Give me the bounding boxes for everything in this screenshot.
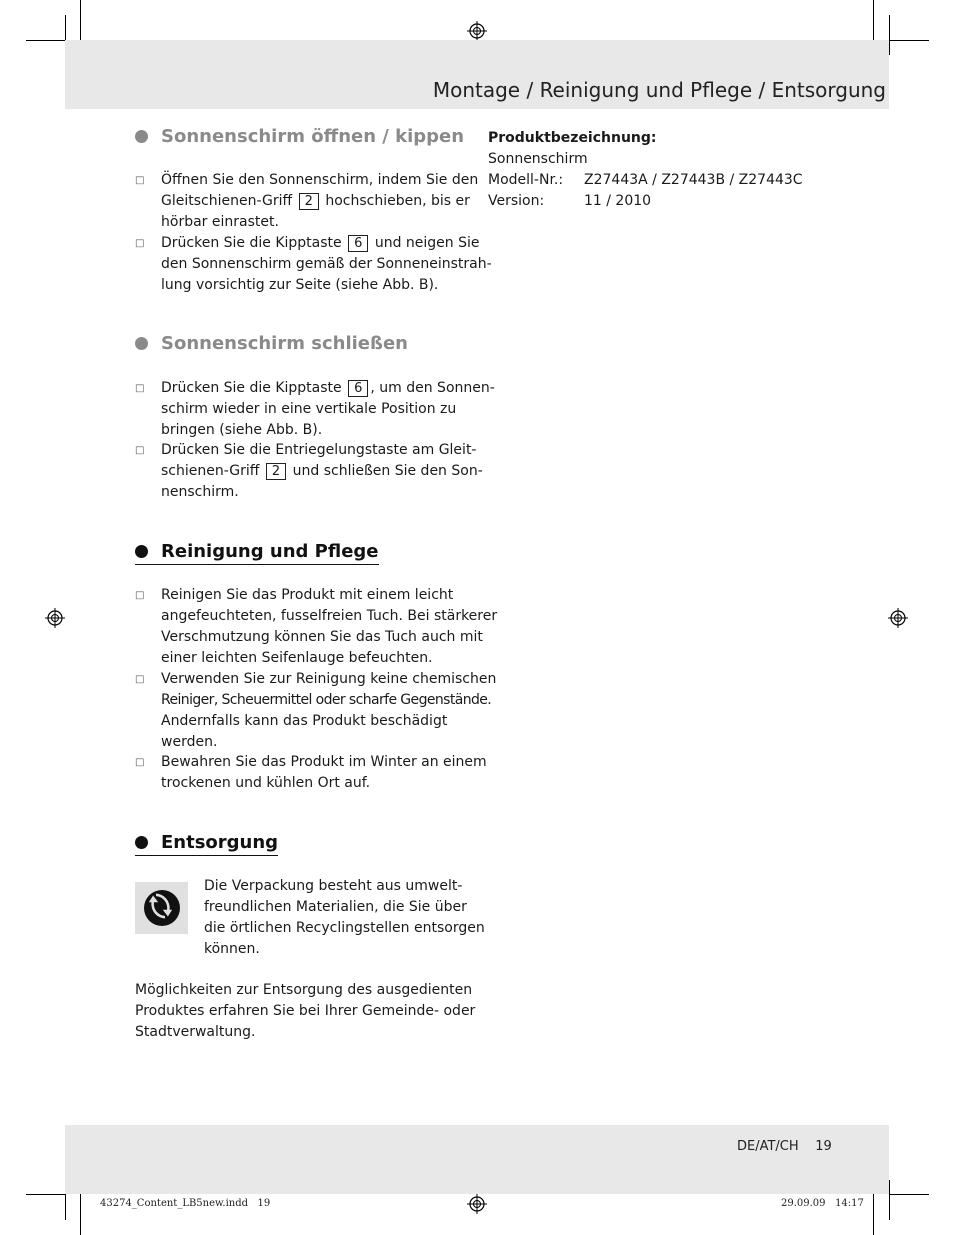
text-line: , um den Sonnen- xyxy=(370,380,495,396)
text-line: Drücken Sie die Entriegelungstaste am Gleit- xyxy=(161,442,477,458)
crop-mark xyxy=(889,1180,890,1220)
text-line: bringen (siehe Abb. B). xyxy=(161,422,323,438)
list-item xyxy=(135,233,492,296)
footer-band xyxy=(65,1125,889,1194)
list-item xyxy=(135,378,495,441)
part-reference: 2 xyxy=(266,463,286,480)
text-line: freundlichen Materialien, die Sie über xyxy=(204,899,467,915)
text-line: Andernfalls kann das Produkt beschädigt xyxy=(161,713,448,729)
registration-mark-icon xyxy=(467,1194,487,1214)
text-line: und schließen Sie den Son- xyxy=(292,463,483,479)
registration-mark-icon xyxy=(467,21,487,41)
text-line: schienen-Griff xyxy=(161,463,260,479)
bullet-dot-icon xyxy=(135,545,148,558)
crop-mark xyxy=(889,1194,929,1195)
text-line: Reinigen Sie das Produkt mit einem leicht xyxy=(161,587,454,603)
text-line: Reiniger, Scheuermittel oder scharfe Gegenstände. xyxy=(161,692,492,708)
list-item xyxy=(135,440,483,503)
bullet-square-icon: □ xyxy=(135,445,145,456)
model-row xyxy=(488,170,803,191)
version-value: 11 / 2010 xyxy=(584,193,652,209)
product-info xyxy=(488,128,803,212)
text-line: Gleitschienen-Griff xyxy=(161,193,293,209)
crop-mark xyxy=(26,40,66,41)
text-line: angefeuchteten, fusselfreien Tuch. Bei stärkerer xyxy=(161,608,498,624)
bullet-square-icon: □ xyxy=(135,757,145,768)
registration-mark-icon xyxy=(45,608,65,628)
crop-mark xyxy=(873,1190,874,1235)
crop-mark xyxy=(80,1190,81,1235)
disposal-packaging-text xyxy=(204,876,485,960)
green-dot-icon xyxy=(142,888,182,928)
text-line: Verschmutzung können Sie das Tuch auch mit xyxy=(161,629,483,645)
part-reference: 2 xyxy=(299,193,319,210)
section-heading-cleaning xyxy=(135,541,379,565)
text-line: können. xyxy=(204,941,260,957)
text-line: Die Verpackung besteht aus umwelt- xyxy=(204,878,463,894)
product-name: Sonnenschirm xyxy=(488,151,588,167)
text-line: und neigen Sie xyxy=(374,235,480,251)
bullet-dot-icon xyxy=(135,130,148,143)
text-line: Öffnen Sie den Sonnenschirm, indem Sie den xyxy=(161,172,479,188)
text-line: werden. xyxy=(161,734,218,750)
section-heading-close xyxy=(135,333,408,354)
text-line: einer leichten Seifenlauge befeuchten. xyxy=(161,650,433,666)
text-line: Stadtverwaltung. xyxy=(135,1024,256,1040)
page-number: DE/AT/CH 19 xyxy=(737,1139,832,1154)
section-heading-open xyxy=(135,126,464,147)
print-slug-file: 43274_Content_LB5new.indd 19 xyxy=(100,1198,271,1209)
bullet-square-icon: □ xyxy=(135,383,145,394)
list-item xyxy=(135,669,497,753)
text-line: Verwenden Sie zur Reinigung keine chemischen xyxy=(161,671,497,687)
section-title: Sonnenschirm schließen xyxy=(161,333,408,354)
crop-mark xyxy=(26,1194,66,1195)
crop-mark xyxy=(889,40,929,41)
bullet-square-icon: □ xyxy=(135,238,145,249)
list-item xyxy=(135,170,479,233)
text-line: Drücken Sie die Kipptaste xyxy=(161,380,342,396)
model-value: Z27443A / Z27443B / Z27443C xyxy=(584,172,803,188)
text-line: Drücken Sie die Kipptaste xyxy=(161,235,342,251)
text-line: hörbar einrastet. xyxy=(161,214,279,230)
text-line: Produktes erfahren Sie bei Ihrer Gemeinde- oder xyxy=(135,1003,476,1019)
recycling-icon xyxy=(135,882,188,934)
bullet-square-icon: □ xyxy=(135,175,145,186)
text-line: nenschirm. xyxy=(161,484,239,500)
text-line: trockenen und kühlen Ort auf. xyxy=(161,775,371,791)
text-line: Bewahren Sie das Produkt im Winter an einem xyxy=(161,754,487,770)
section-title: Entsorgung xyxy=(161,832,279,853)
section-title: Sonnenschirm öffnen / kippen xyxy=(161,126,465,147)
section-heading-disposal xyxy=(135,832,278,856)
part-reference: 6 xyxy=(348,235,368,252)
bullet-square-icon: □ xyxy=(135,674,145,685)
bullet-dot-icon xyxy=(135,836,148,849)
text-line: lung vorsichtig zur Seite (siehe Abb. B). xyxy=(161,277,439,293)
version-row xyxy=(488,191,803,212)
list-item xyxy=(135,752,487,794)
bullet-square-icon: □ xyxy=(135,590,145,601)
print-slug-date: 29.09.09 14:17 xyxy=(781,1198,864,1209)
model-key: Modell-Nr.: xyxy=(488,172,564,188)
text-line: den Sonnenschirm gemäß der Sonneneinstrah- xyxy=(161,256,492,272)
crop-mark xyxy=(889,15,890,55)
version-key: Version: xyxy=(488,193,545,209)
page-title: Montage / Reinigung und Pflege / Entsorgung xyxy=(432,78,886,102)
text-line: die örtlichen Recyclingstellen entsorgen xyxy=(204,920,485,936)
bullet-dot-icon xyxy=(135,337,148,350)
text-line: hochschieben, bis er xyxy=(325,193,470,209)
part-reference: 6 xyxy=(348,380,368,397)
section-title: Reinigung und Pflege xyxy=(161,541,379,562)
disposal-info-text xyxy=(135,980,475,1043)
list-item xyxy=(135,585,498,669)
registration-mark-icon xyxy=(888,608,908,628)
text-line: schirm wieder in eine vertikale Position zu xyxy=(161,401,457,417)
product-label: Produktbezeichnung: xyxy=(488,130,657,146)
text-line: Möglichkeiten zur Entsorgung des ausgedienten xyxy=(135,982,473,998)
